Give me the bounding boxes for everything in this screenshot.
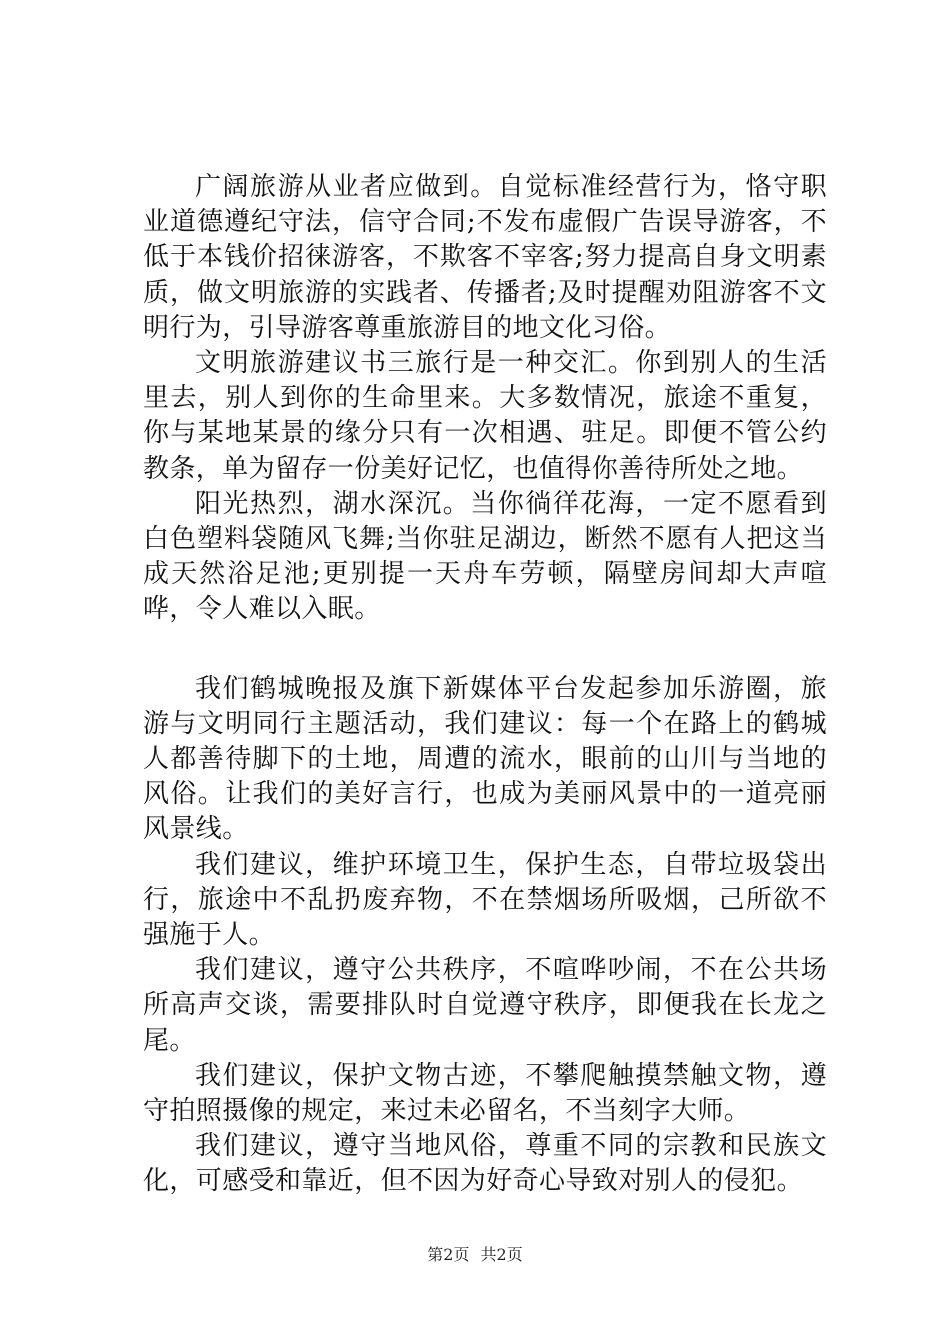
page-number-current: 第2页 <box>427 1245 470 1264</box>
paragraph-sunshine-lake: 阳光热烈，湖水深沉。当你徜徉花海，一定不愿看到白色塑料袋随风飞舞;当你驻足湖边，断然不愿有人把这当成天然浴足池;更别提一天舟车劳顿，隔壁房间却大声喧哗，令人难以入眠。 <box>143 488 827 625</box>
paragraph-gap <box>143 628 827 672</box>
paragraph-suggestion-customs: 我们建议，遵守当地风俗，尊重不同的宗教和民族文化，可感受和靠近，但不因为好奇心导致对别人的侵犯。 <box>143 1131 827 1197</box>
paragraph-initiative: 我们鹤城晚报及旗下新媒体平台发起参加乐游圈，旅游与文明同行主题活动，我们建议：每一个在路上的鹤城人都善待脚下的土地，周遭的流水，眼前的山川与当地的风俗。让我们的美好言行，也成为美丽风景中的一道亮丽风景线。 <box>143 673 827 845</box>
paragraph-travel-intersection: 文明旅游建议书三旅行是一种交汇。你到别人的生活里去，别人到你的生命里来。大多数情况，旅途不重复，你与某地某景的缘分只有一次相遇、驻足。即便不管公约教条，单为留存一份美好记忆，也值得你善待所处之地。 <box>143 348 827 484</box>
document-body <box>143 170 827 1200</box>
page-footer <box>0 1242 950 1265</box>
paragraph-suggestion-order: 我们建议，遵守公共秩序，不喧哗吵闹，不在公共场所高声交谈，需要排队时自觉遵守秩序，即便我在长龙之尾。 <box>143 955 827 1056</box>
page-number-total: 共2页 <box>480 1245 523 1264</box>
paragraph-suggestion-environment: 我们建议，维护环境卫生，保护生态，自带垃圾袋出行，旅途中不乱扔废弃物，不在禁烟场所吸烟，己所欲不强施于人。 <box>143 849 827 951</box>
paragraph-practitioners: 广阔旅游从业者应做到。自觉标准经营行为，恪守职业道德遵纪守法，信守合同;不发布虚假广告误导游客，不低于本钱价招徕游客，不欺客不宰客;努力提高自身文明素质，做文明旅游的实践者、传播者;及时提醒劝阻游客不文明行为，引导游客尊重旅游目的地文化习俗。 <box>143 172 827 343</box>
paragraph-suggestion-relics: 我们建议，保护文物古迹，不攀爬触摸禁触文物，遵守拍照摄像的规定，来过未必留名，不当刻字大师。 <box>143 1060 827 1127</box>
